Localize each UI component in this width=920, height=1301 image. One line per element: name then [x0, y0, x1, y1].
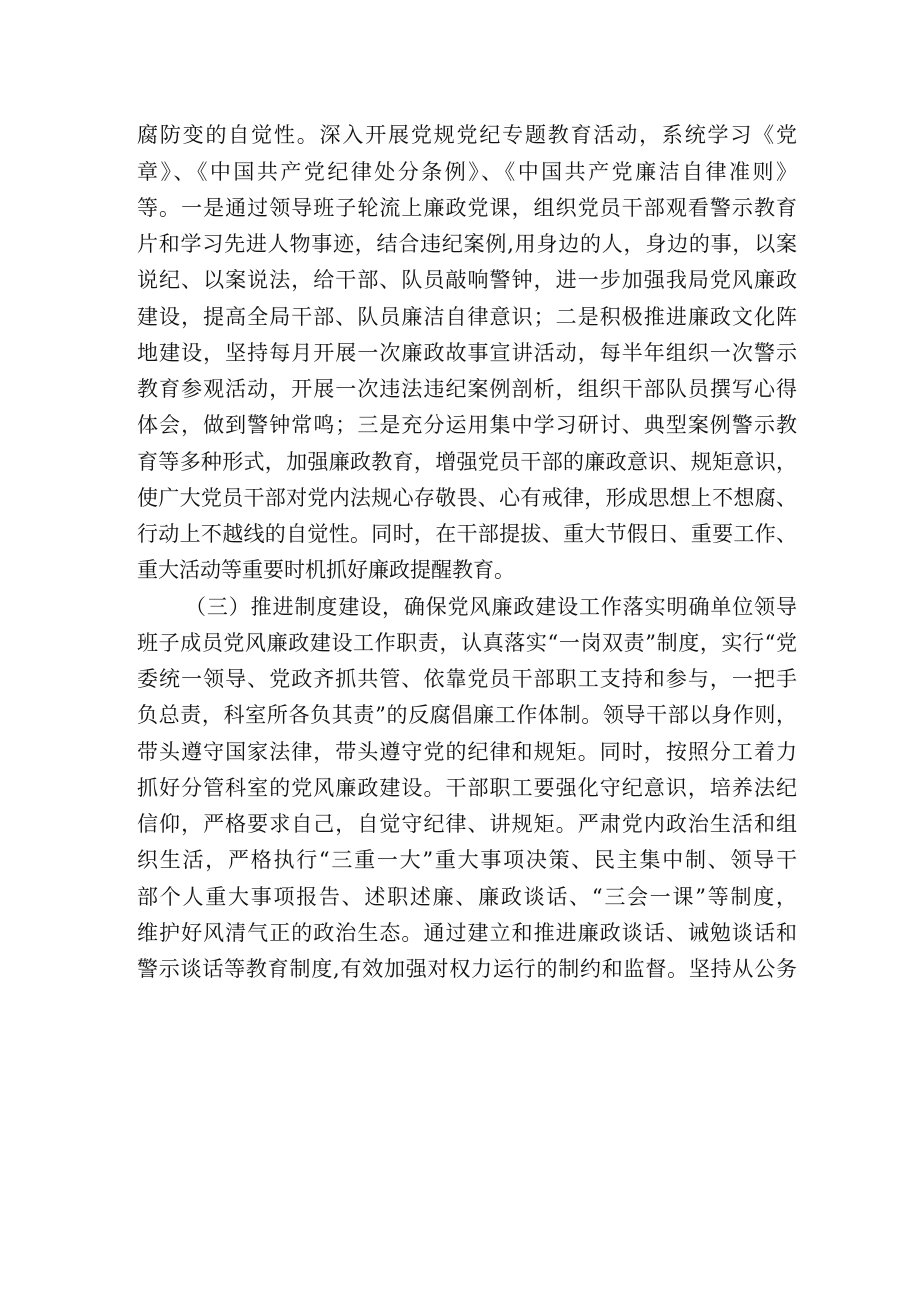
section-heading-line: （三）推进制度建设，确保党风廉政建设工作落实明确单位领导 [185, 595, 797, 619]
text-line: 说纪、以案说法，给干部、队员敲响警钟，进一步加强我局党风廉政 [137, 268, 797, 292]
text-line: 重大活动等重要时机抓好廉政提醒教育。 [137, 558, 515, 582]
text-line: 织生活，严格执行“三重一大”重大事项决策、民主集中制、领导干 [137, 848, 797, 872]
text-line: 地建设，坚持每月开展一次廉政故事宣讲活动，每半年组织一次警示 [137, 341, 797, 365]
text-line: 建设，提高全局干部、队员廉洁自律意识；二是积极推进廉政文化阵 [137, 305, 797, 329]
text-line: 班子成员党风廉政建设工作职责，认真落实“一岗双责”制度，实行“党 [137, 631, 797, 655]
text-line: 片和学习先进人物事迹，结合违纪案例,用身边的人，身边的事，以案 [137, 232, 797, 256]
text-line: 抓好分管科室的党风廉政建设。干部职工要强化守纪意识，培养法纪 [137, 776, 797, 800]
text-line: 育等多种形式，加强廉政教育，增强党员干部的廉政意识、规矩意识， [137, 450, 797, 474]
text-line: 带头遵守国家法律，带头遵守党的纪律和规矩。同时，按照分工着力 [137, 740, 797, 764]
text-line: 委统一领导、党政齐抓共管、依靠党员干部职工支持和参与，一把手 [137, 667, 797, 691]
text-line: 使广大党员干部对党内法规心存敬畏、心有戒律，形成思想上不想腐、 [137, 486, 797, 510]
text-line: 行动上不越线的自觉性。同时，在干部提拔、重大节假日、重要工作、 [137, 522, 797, 546]
text-line: 体会，做到警钟常鸣；三是充分运用集中学习研讨、典型案例警示教 [137, 413, 797, 437]
text-line: 章》、《中国共产党纪律处分条例》、《中国共产党廉洁自律准则》 [137, 160, 797, 184]
text-line: 部个人重大事项报告、述职述廉、廉政谈话、“三会一课”等制度， [137, 885, 797, 909]
text-line: 警示谈话等教育制度,有效加强对权力运行的制约和监督。坚持从公务 [137, 957, 797, 981]
text-line: 负总责，科室所各负其责”的反腐倡廉工作体制。领导干部以身作则， [137, 703, 797, 727]
text-line: 腐防变的自觉性。深入开展党规党纪专题教育活动，系统学习《党 [137, 123, 797, 147]
text-line: 信仰，严格要求自己，自觉守纪律、讲规矩。严肃党内政治生活和组 [137, 812, 797, 836]
text-line: 维护好风清气正的政治生态。通过建立和推进廉政谈话、诫勉谈话和 [137, 921, 797, 945]
text-line: 教育参观活动，开展一次违法违纪案例剖析，组织干部队员撰写心得 [137, 377, 797, 401]
text-line: 等。一是通过领导班子轮流上廉政党课，组织党员干部观看警示教育 [137, 196, 797, 220]
